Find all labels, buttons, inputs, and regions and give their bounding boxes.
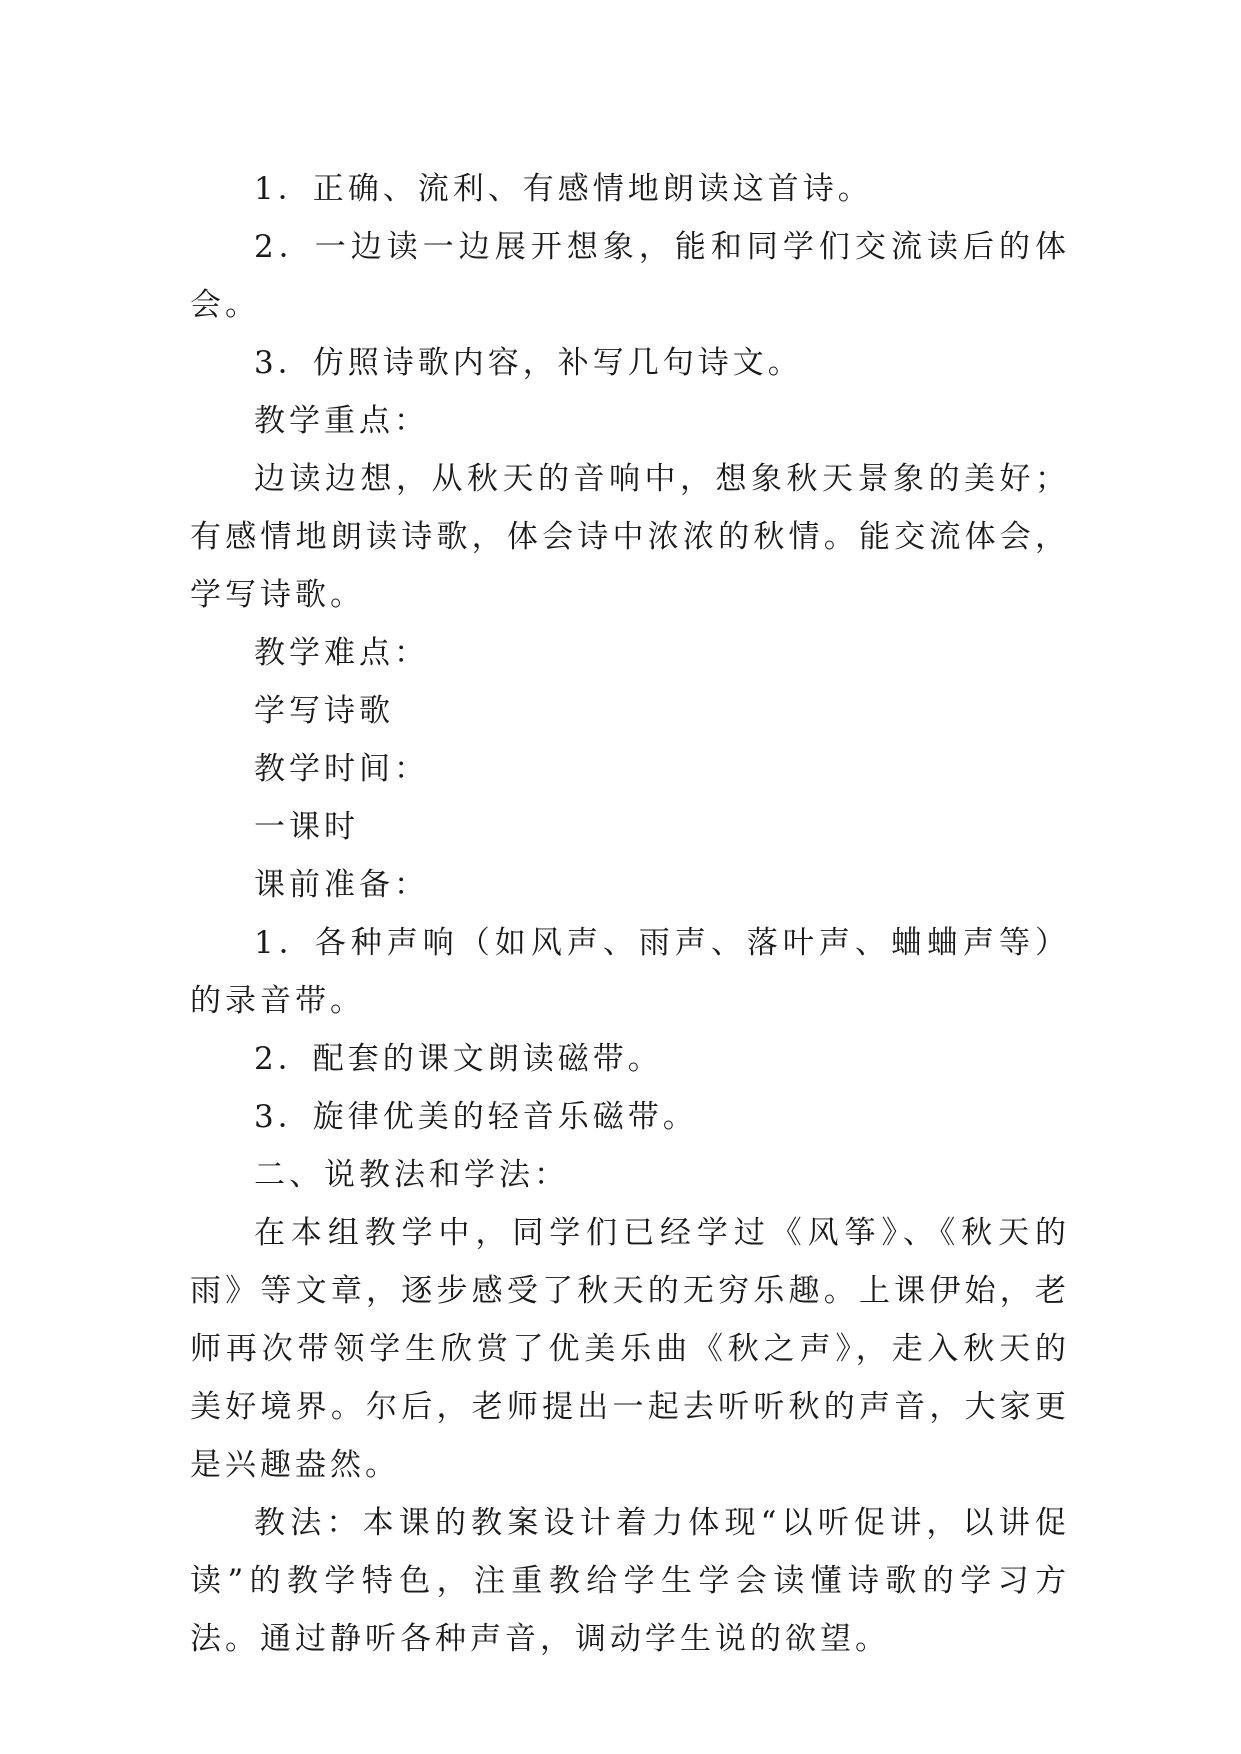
paragraph-preparation-3: 3．旋律优美的轻音乐磁带。 bbox=[254, 1099, 698, 1135]
paragraph-teaching-time: 一课时 bbox=[254, 809, 359, 845]
heading-methods: 二、说教法和学法： bbox=[254, 1157, 569, 1193]
heading-key-points: 教学重点： bbox=[254, 403, 429, 439]
paragraph-key-points: 边读边想，从秋天的音响中，想象秋天景象的美好；有感情地朗读诗歌，体会诗中浓浓的秋情。能交流体会，学写诗歌。 bbox=[190, 461, 1070, 613]
paragraph-preparation-2: 2．配套的课文朗读磁带。 bbox=[254, 1041, 663, 1077]
paragraph-teaching-method: 教法：本课的教案设计着力体现“以听促讲，以讲促读”的教学特色，注重教给学生学会读懂诗歌的学习方法。通过静听各种声音，调动学生说的欲望。 bbox=[190, 1505, 1070, 1657]
document-body bbox=[190, 160, 1070, 1668]
heading-preparation: 课前准备： bbox=[254, 867, 429, 903]
paragraph-difficulties: 学写诗歌 bbox=[254, 693, 394, 729]
paragraph-objective-3: 3．仿照诗歌内容，补写几句诗文。 bbox=[254, 345, 803, 381]
paragraph-objective-2: 2．一边读一边展开想象，能和同学们交流读后的体会。 bbox=[190, 229, 1070, 323]
heading-difficulties: 教学难点： bbox=[254, 635, 429, 671]
heading-teaching-time: 教学时间： bbox=[254, 751, 429, 787]
paragraph-methods-intro: 在本组教学中，同学们已经学过《风筝》、《秋天的雨》等文章，逐步感受了秋天的无穷乐趣。上课伊始，老师再次带领学生欣赏了优美乐曲《秋之声》，走入秋天的美好境界。尔后，老师提出一起去听听秋的声音，大家更是兴趣盎然。 bbox=[190, 1215, 1070, 1483]
paragraph-preparation-1: 1．各种声响（如风声、雨声、落叶声、蛐蛐声等）的录音带。 bbox=[190, 925, 1070, 1019]
paragraph-objective-1: 1．正确、流利、有感情地朗读这首诗。 bbox=[254, 171, 873, 207]
